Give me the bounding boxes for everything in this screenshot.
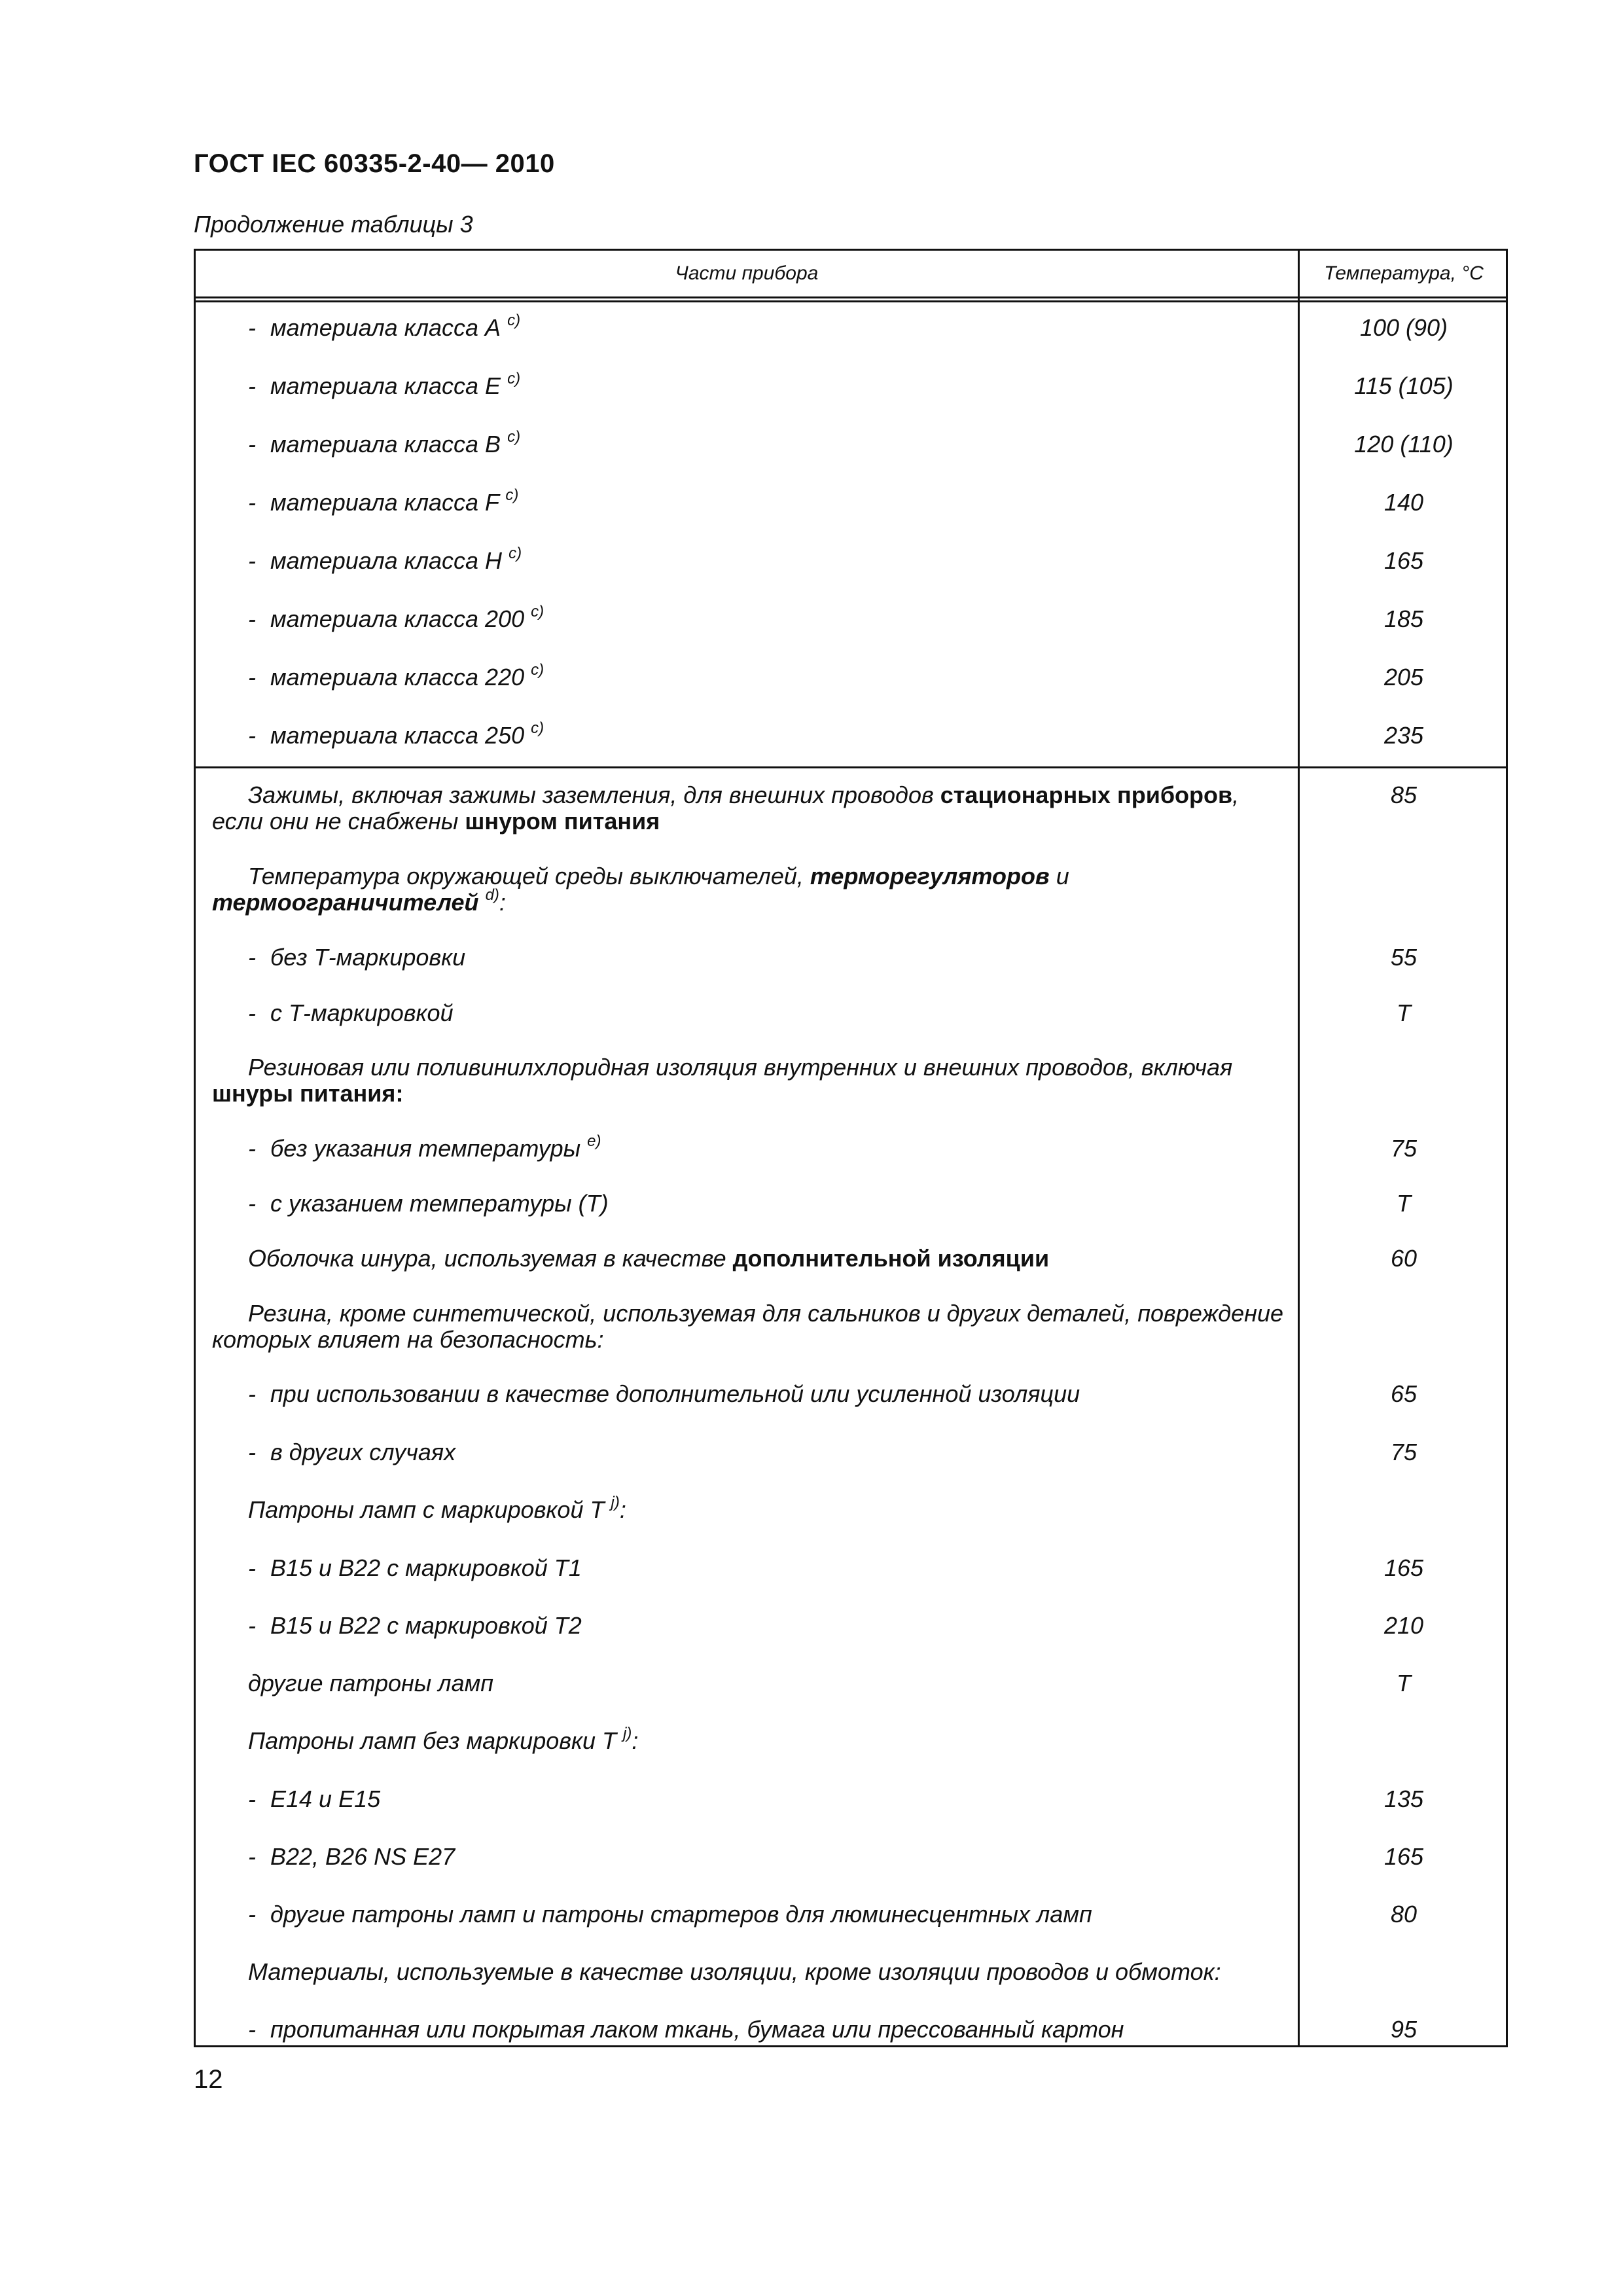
table-row: - без Т-маркировки bbox=[248, 944, 466, 971]
temp-value: T bbox=[1397, 999, 1411, 1026]
table-row: - при использовании в качестве дополнительной или усиленной изоляции bbox=[248, 1380, 1080, 1407]
table-row: - с Т-маркировкой bbox=[248, 999, 454, 1026]
temp-value: 205 bbox=[1383, 664, 1424, 691]
temp-value: 235 bbox=[1383, 722, 1424, 749]
table-row: - материала класса Е $^{c)}$ bbox=[248, 370, 521, 399]
table-row: - Е14 и Е15 bbox=[248, 1785, 381, 1812]
temp-value: 85 bbox=[1390, 781, 1418, 808]
temp-value: T bbox=[1397, 1190, 1411, 1217]
temp-value: 165 bbox=[1383, 1843, 1424, 1870]
table-row: Зажимы, включая зажимы заземления, для внешних проводов стационарных приборов, если они не снабжены шнуром питания bbox=[212, 781, 1240, 834]
table-row: Резиновая или поливинилхлоридная изоляция внутренних и внешних проводов, включая шнуры питания: bbox=[212, 1054, 1233, 1107]
header-parts: Части прибора bbox=[675, 262, 819, 284]
section-rule bbox=[196, 766, 1506, 768]
temp-value: 165 bbox=[1383, 547, 1424, 574]
temp-value: 140 bbox=[1383, 489, 1424, 516]
table-row: - материала класса 200 $^{c)}$ bbox=[248, 603, 544, 632]
table-row: Патроны ламп с маркировкой Т $^{j)}$: bbox=[248, 1494, 626, 1523]
table-row: - другие патроны ламп и патроны стартеров для люминесцентных ламп bbox=[248, 1901, 1092, 1928]
table-caption: Продолжение таблицы 3 bbox=[194, 211, 473, 238]
table-row: - пропитанная или покрытая лаком ткань, бумага или прессованный картон bbox=[248, 2016, 1124, 2043]
temp-value: 100 (90) bbox=[1359, 314, 1448, 341]
table-row: Температура окружающей среды выключателей, терморегуляторов и термоограничителей $^{d)}$: bbox=[212, 863, 1069, 916]
page-number: 12 bbox=[194, 2065, 223, 2094]
table-row: - В22, В26 NS Е27 bbox=[248, 1843, 455, 1870]
header-temperature: Температура, °С bbox=[1324, 262, 1484, 284]
temp-value: 65 bbox=[1390, 1380, 1418, 1407]
temp-value: 75 bbox=[1390, 1439, 1418, 1465]
table-row: - материала класса H $^{c)}$ bbox=[248, 545, 522, 574]
document-title: ГОСТ IEC 60335-2-40— 2010 bbox=[194, 149, 555, 178]
table-row: - материала класса В $^{c)}$ bbox=[248, 428, 521, 457]
table-row: - материала класса А $^{c)}$ bbox=[248, 312, 521, 341]
temp-value: 80 bbox=[1390, 1901, 1418, 1928]
temp-value: T bbox=[1397, 1670, 1411, 1696]
temp-value: 120 (110) bbox=[1354, 431, 1454, 457]
temp-value: 75 bbox=[1390, 1135, 1418, 1162]
table-row: - без указания температуры $^{e)}$ bbox=[248, 1132, 601, 1162]
temp-value: 165 bbox=[1383, 1554, 1424, 1581]
table-row: Материалы, используемые в качестве изоляции, кроме изоляции проводов и обмоток: bbox=[248, 1958, 1221, 1985]
table-row: - В15 и В22 с маркировкой Т1 bbox=[248, 1554, 582, 1581]
header-rule bbox=[196, 296, 1506, 298]
table-row: другие патроны ламп bbox=[248, 1670, 494, 1696]
table-row: - с указанием температуры (Т) bbox=[248, 1190, 609, 1217]
table-row: - В15 и В22 с маркировкой Т2 bbox=[248, 1612, 582, 1639]
header-rule-double bbox=[196, 300, 1506, 302]
temp-value: 210 bbox=[1383, 1612, 1424, 1639]
temp-value: 95 bbox=[1390, 2016, 1418, 2043]
table-row: Патроны ламп без маркировки Т $^{j)}$: bbox=[248, 1725, 639, 1754]
table-row: Оболочка шнура, используемая в качестве дополнительной изоляции bbox=[248, 1245, 1050, 1272]
temp-value: 135 bbox=[1383, 1785, 1424, 1812]
table-row: - материала класса F $^{c)}$ bbox=[248, 486, 519, 516]
temp-value: 115 (105) bbox=[1354, 372, 1454, 399]
table-row: - материала класса 220 $^{c)}$ bbox=[248, 661, 544, 691]
temp-value: 185 bbox=[1383, 605, 1424, 632]
temperature-table bbox=[194, 249, 1508, 2047]
table-row: - в других случаях bbox=[248, 1439, 456, 1465]
table-row: Резина, кроме синтетической, используемая для сальников и других деталей, повреждение которых влияет на безопасность: bbox=[212, 1300, 1284, 1353]
temp-value: 60 bbox=[1390, 1245, 1418, 1272]
table-row: - материала класса 250 $^{c)}$ bbox=[248, 719, 544, 749]
temp-value: 55 bbox=[1390, 944, 1418, 971]
